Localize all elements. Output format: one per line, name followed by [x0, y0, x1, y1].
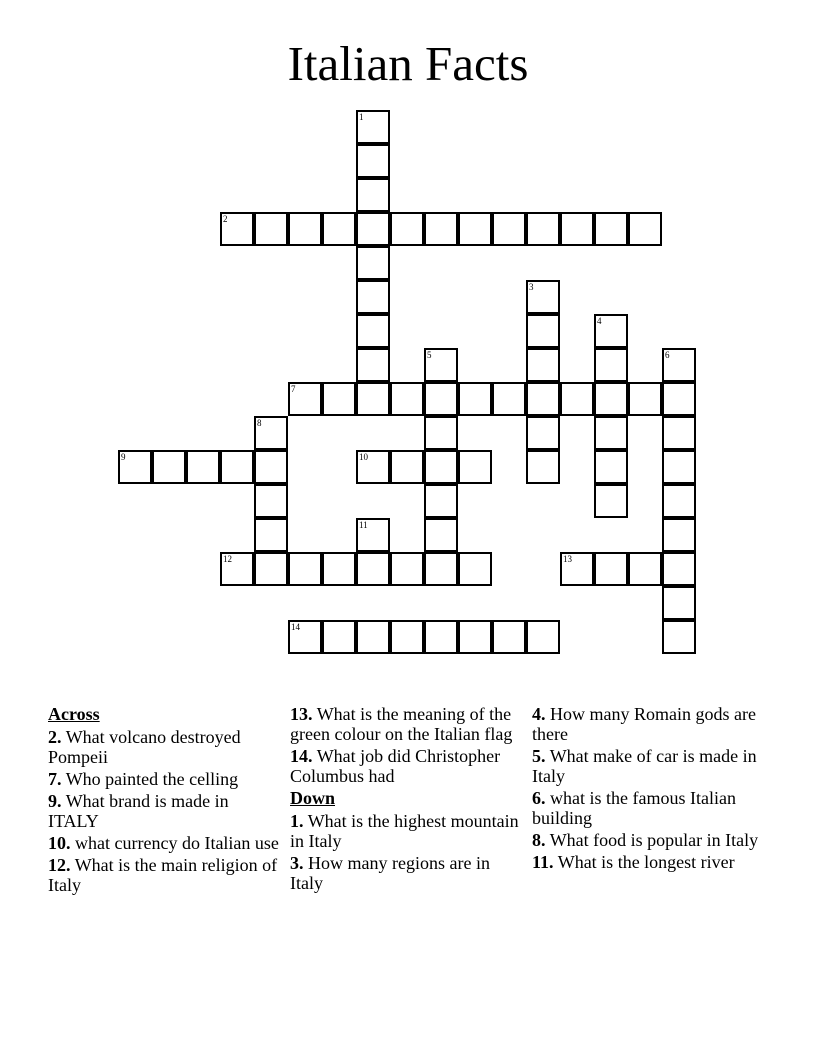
grid-cell[interactable]	[458, 620, 492, 654]
grid-cell[interactable]	[526, 348, 560, 382]
grid-cell[interactable]	[288, 552, 322, 586]
grid-cell[interactable]	[560, 212, 594, 246]
grid-cell[interactable]	[356, 280, 390, 314]
grid-cell[interactable]	[356, 212, 390, 246]
grid-cell[interactable]	[390, 382, 424, 416]
clue-number-label: 12	[223, 554, 232, 564]
grid-cell[interactable]	[594, 212, 628, 246]
grid-cell[interactable]	[356, 620, 390, 654]
clue-number-label: 3	[529, 282, 534, 292]
grid-cell[interactable]	[492, 212, 526, 246]
grid-cell[interactable]	[254, 518, 288, 552]
clue-across-2: 2. What volcano destroyed Pompeii	[48, 727, 241, 767]
grid-cell[interactable]	[526, 450, 560, 484]
grid-cell[interactable]	[458, 212, 492, 246]
clues-column-2	[290, 704, 525, 895]
grid-cell[interactable]	[662, 382, 696, 416]
grid-cell[interactable]	[322, 552, 356, 586]
grid-cell[interactable]	[526, 212, 560, 246]
clue-number-label: 2	[223, 214, 228, 224]
grid-cell[interactable]	[186, 450, 220, 484]
grid-cell[interactable]	[390, 450, 424, 484]
clue-across-13: 13. What is the meaning of the green colour on the Italian flag	[290, 704, 513, 744]
grid-cell[interactable]	[356, 246, 390, 280]
clue-number-label: 9	[121, 452, 126, 462]
grid-cell[interactable]	[526, 314, 560, 348]
clue-down-11: 11. What is the longest river	[532, 852, 735, 872]
grid-cell[interactable]	[322, 382, 356, 416]
grid-cell[interactable]	[152, 450, 186, 484]
grid-cell[interactable]	[662, 450, 696, 484]
grid-cell[interactable]	[526, 416, 560, 450]
grid-cell[interactable]	[458, 450, 492, 484]
grid-cell[interactable]	[424, 518, 458, 552]
grid-cell[interactable]	[424, 484, 458, 518]
clue-down-3: 3. How many regions are in Italy	[290, 853, 490, 893]
down-heading: Down	[290, 788, 336, 808]
clue-down-6: 6. what is the famous Italian building	[532, 788, 736, 828]
clue-down-8: 8. What food is popular in Italy	[532, 830, 759, 850]
grid-cell[interactable]	[424, 416, 458, 450]
grid-cell[interactable]	[628, 212, 662, 246]
clue-across-7: 7. Who painted the celling	[48, 769, 239, 789]
grid-cell[interactable]	[560, 382, 594, 416]
clue-across-12: 12. What is the main religion of Italy	[48, 855, 278, 895]
grid-cell[interactable]	[662, 620, 696, 654]
clue-number-label: 11	[359, 520, 368, 530]
grid-cell[interactable]	[356, 348, 390, 382]
grid-cell[interactable]	[492, 620, 526, 654]
grid-cell[interactable]	[322, 620, 356, 654]
grid-cell[interactable]	[628, 382, 662, 416]
clues-column-3	[532, 704, 767, 874]
grid-cell[interactable]	[220, 450, 254, 484]
grid-cell[interactable]	[594, 450, 628, 484]
grid-cell[interactable]	[356, 178, 390, 212]
clue-number-label: 7	[291, 384, 296, 394]
grid-cell[interactable]	[288, 212, 322, 246]
clue-down-5: 5. What make of car is made in Italy	[532, 746, 757, 786]
clue-number-label: 4	[597, 316, 602, 326]
clue-number-label: 13	[563, 554, 572, 564]
grid-cell[interactable]	[458, 552, 492, 586]
grid-cell[interactable]	[526, 620, 560, 654]
grid-cell[interactable]	[526, 382, 560, 416]
clues-column-1	[48, 704, 283, 897]
grid-cell[interactable]	[594, 382, 628, 416]
clue-number-label: 10	[359, 452, 368, 462]
grid-cell[interactable]	[254, 552, 288, 586]
grid-cell[interactable]	[662, 586, 696, 620]
grid-cell[interactable]	[594, 348, 628, 382]
grid-cell[interactable]	[390, 212, 424, 246]
grid-cell[interactable]	[662, 552, 696, 586]
grid-cell[interactable]	[424, 620, 458, 654]
grid-cell[interactable]	[322, 212, 356, 246]
clue-down-4: 4. How many Romain gods are there	[532, 704, 756, 744]
grid-cell[interactable]	[356, 314, 390, 348]
across-heading: Across	[48, 704, 100, 724]
grid-cell[interactable]	[662, 518, 696, 552]
clue-number-label: 5	[427, 350, 432, 360]
clue-across-9: 9. What brand is made in ITALY	[48, 791, 229, 831]
grid-cell[interactable]	[390, 620, 424, 654]
grid-cell[interactable]	[254, 212, 288, 246]
grid-cell[interactable]	[424, 382, 458, 416]
grid-cell[interactable]	[458, 382, 492, 416]
clue-number-label: 1	[359, 112, 364, 122]
grid-cell[interactable]	[356, 144, 390, 178]
grid-cell[interactable]	[662, 416, 696, 450]
grid-cell[interactable]	[628, 552, 662, 586]
grid-cell[interactable]	[390, 552, 424, 586]
grid-cell[interactable]	[662, 484, 696, 518]
grid-cell[interactable]	[424, 552, 458, 586]
clue-across-14: 14. What job did Christopher Columbus had	[290, 746, 501, 786]
page-title: Italian Facts	[287, 36, 529, 91]
clue-down-1: 1. What is the highest mountain in Italy	[290, 811, 519, 851]
clue-number-label: 6	[665, 350, 670, 360]
grid-cell[interactable]	[594, 552, 628, 586]
clue-number-label: 8	[257, 418, 262, 428]
grid-cell[interactable]	[492, 382, 526, 416]
grid-cell[interactable]	[594, 484, 628, 518]
grid-cell[interactable]	[424, 450, 458, 484]
clue-across-10: 10. what currency do Italian use	[48, 833, 279, 853]
grid-cell[interactable]	[594, 416, 628, 450]
grid-cell[interactable]	[254, 450, 288, 484]
grid-cell[interactable]	[356, 552, 390, 586]
grid-cell[interactable]	[254, 484, 288, 518]
clue-number-label: 14	[291, 622, 300, 632]
grid-cell[interactable]	[356, 382, 390, 416]
grid-cell[interactable]	[424, 212, 458, 246]
